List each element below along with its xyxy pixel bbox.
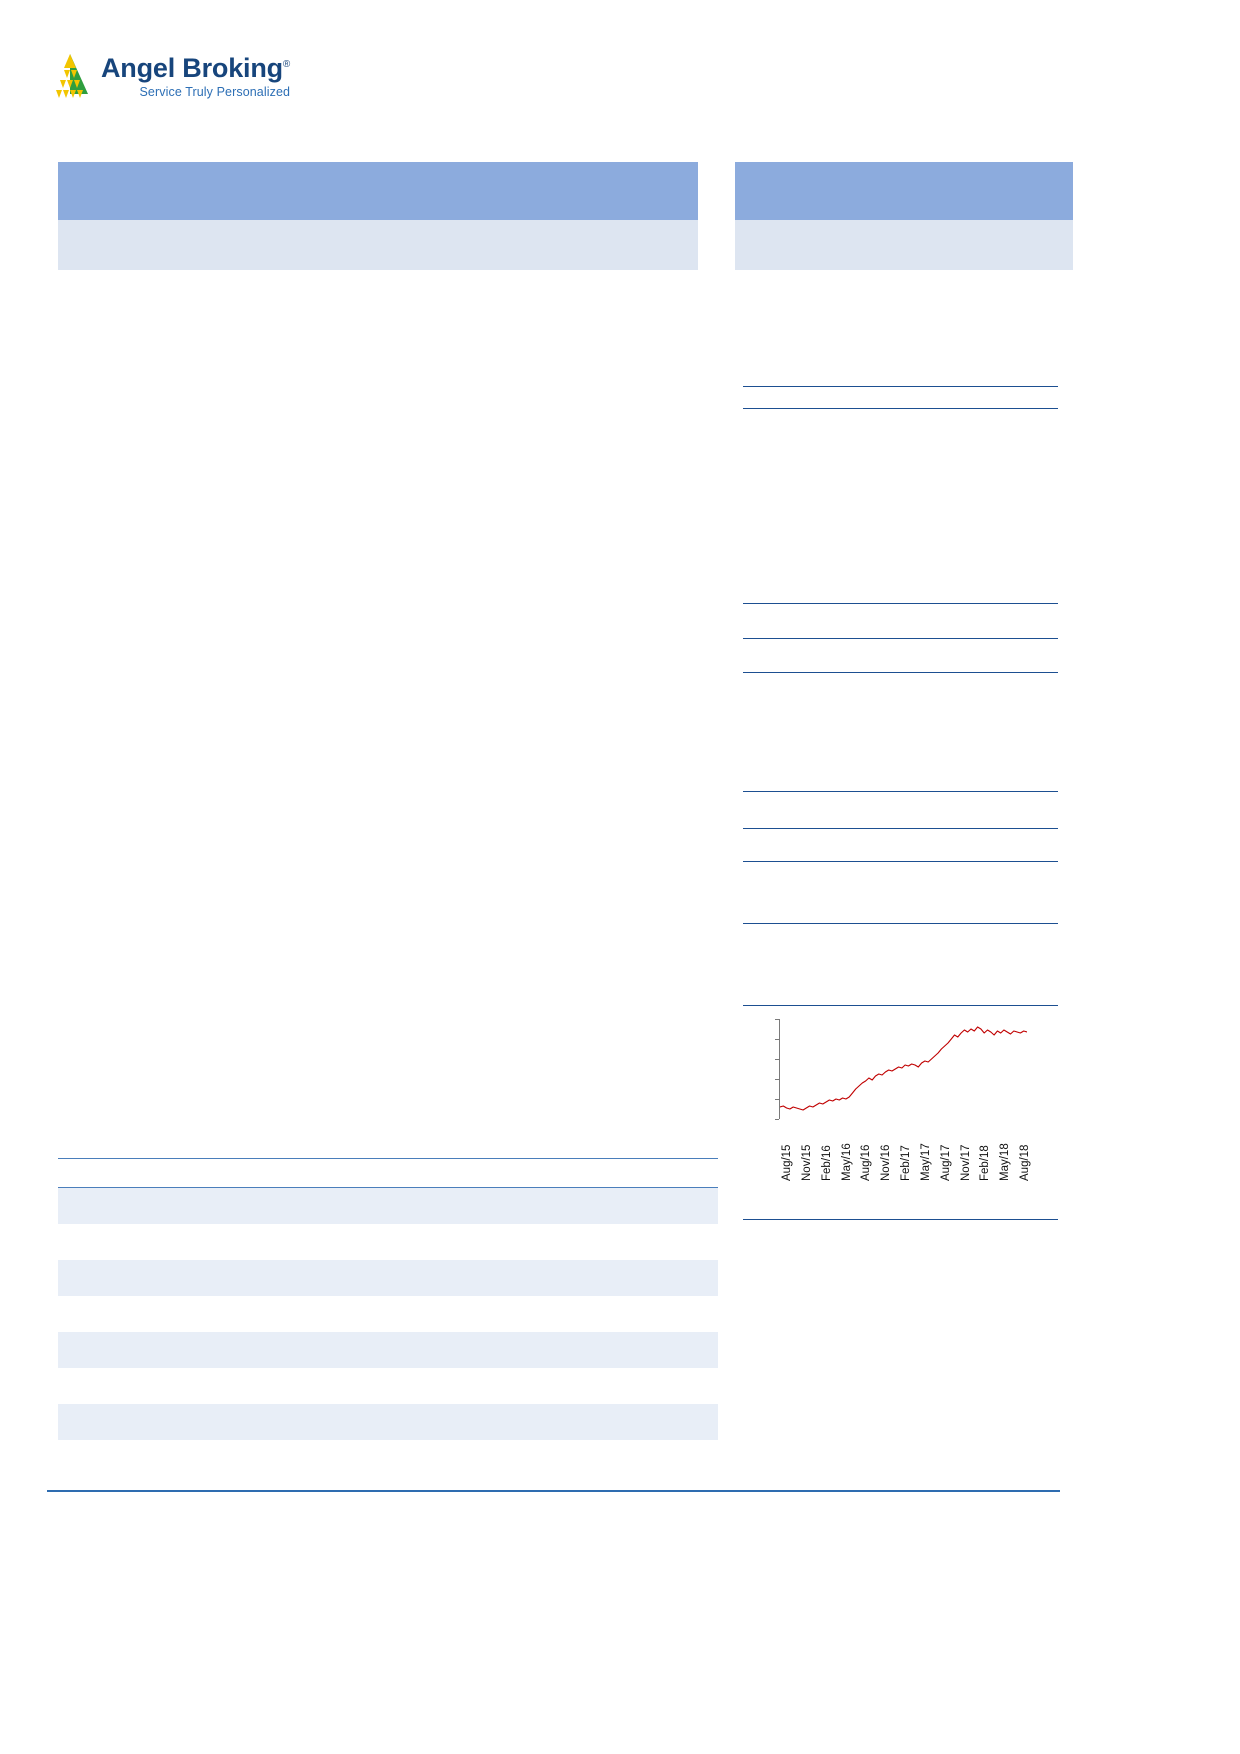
chart-bottom-rule — [743, 1219, 1058, 1220]
table-cell — [58, 1188, 329, 1225]
table-cell — [527, 1404, 718, 1440]
table-header-cell — [58, 1159, 329, 1188]
table-row — [58, 1188, 718, 1225]
table-cell — [527, 1260, 718, 1296]
table-cell — [329, 1260, 527, 1296]
chart-x-label: Feb/17 — [900, 1145, 912, 1181]
chart-x-label: Feb/18 — [979, 1145, 992, 1181]
chart-y-ticks — [775, 1019, 779, 1119]
right-header-subband — [735, 220, 1073, 270]
chart-price-line — [780, 1019, 1027, 1119]
angel-broking-logo-icon — [47, 52, 93, 100]
right-column-rule-2 — [743, 408, 1058, 409]
brand-name-text: Angel Broking — [101, 53, 283, 83]
financial-summary-table — [58, 1158, 718, 1476]
chart-x-label: Aug/18 — [1019, 1144, 1031, 1181]
table-cell — [329, 1368, 527, 1404]
table-cell — [527, 1224, 718, 1260]
table-cell — [329, 1404, 527, 1440]
registered-mark: ® — [282, 59, 291, 70]
chart-x-label: Aug/16 — [860, 1144, 873, 1181]
left-header-subband — [58, 220, 698, 270]
table-cell — [58, 1224, 329, 1260]
price-chart-panel — [743, 1005, 1058, 1220]
chart-x-label: Feb/16 — [820, 1145, 833, 1181]
table-cell — [58, 1404, 329, 1440]
table-cell — [329, 1188, 527, 1225]
chart-x-label: Nov/15 — [800, 1144, 813, 1181]
table-cell — [527, 1188, 718, 1225]
chart-x-label: May/18 — [999, 1143, 1012, 1181]
table-cell — [527, 1440, 718, 1476]
brand-tagline: Service Truly Personalized — [139, 85, 291, 100]
table-cell — [329, 1332, 527, 1368]
table-header-cell — [329, 1159, 527, 1188]
table-cell — [527, 1368, 718, 1404]
right-column-rule-7 — [743, 828, 1058, 829]
table-cell — [527, 1296, 718, 1332]
table-cell — [329, 1296, 527, 1332]
right-column-rule-5 — [743, 672, 1058, 673]
chart-plot-area — [779, 1019, 1027, 1119]
brand-name — [101, 54, 290, 82]
table-header-cell — [527, 1159, 718, 1188]
right-column-rule-4 — [743, 638, 1058, 639]
chart-x-label: May/16 — [840, 1143, 853, 1181]
table-cell — [58, 1332, 329, 1368]
table-header-row — [58, 1159, 718, 1188]
table-row — [58, 1296, 718, 1332]
chart-x-axis-labels — [779, 1123, 1029, 1185]
table-row — [58, 1332, 718, 1368]
chart-x-label: Nov/16 — [880, 1144, 893, 1181]
chart-x-label: Aug/17 — [939, 1144, 952, 1181]
right-header-band — [735, 162, 1073, 220]
table-cell — [58, 1296, 329, 1332]
right-column-rule-9 — [743, 923, 1058, 924]
footer-divider — [47, 1490, 1060, 1492]
table-row — [58, 1368, 718, 1404]
right-column-rule-8 — [743, 861, 1058, 862]
table-row — [58, 1224, 718, 1260]
table-cell — [527, 1332, 718, 1368]
chart-x-label: Aug/15 — [781, 1144, 793, 1181]
left-header-band — [58, 162, 698, 220]
table-cell — [58, 1368, 329, 1404]
right-column-rule-6 — [743, 791, 1058, 792]
table-row — [58, 1404, 718, 1440]
table-row — [58, 1440, 718, 1476]
brand-logo — [47, 52, 290, 100]
right-column-rule-3 — [743, 603, 1058, 604]
chart-top-rule — [743, 1005, 1058, 1006]
chart-x-label: Nov/17 — [959, 1144, 972, 1181]
chart-x-label: May/17 — [919, 1143, 932, 1181]
table-cell — [329, 1224, 527, 1260]
table-cell — [58, 1440, 329, 1476]
table-cell — [58, 1260, 329, 1296]
right-column-rule-1 — [743, 386, 1058, 387]
table-row — [58, 1260, 718, 1296]
table-cell — [329, 1440, 527, 1476]
